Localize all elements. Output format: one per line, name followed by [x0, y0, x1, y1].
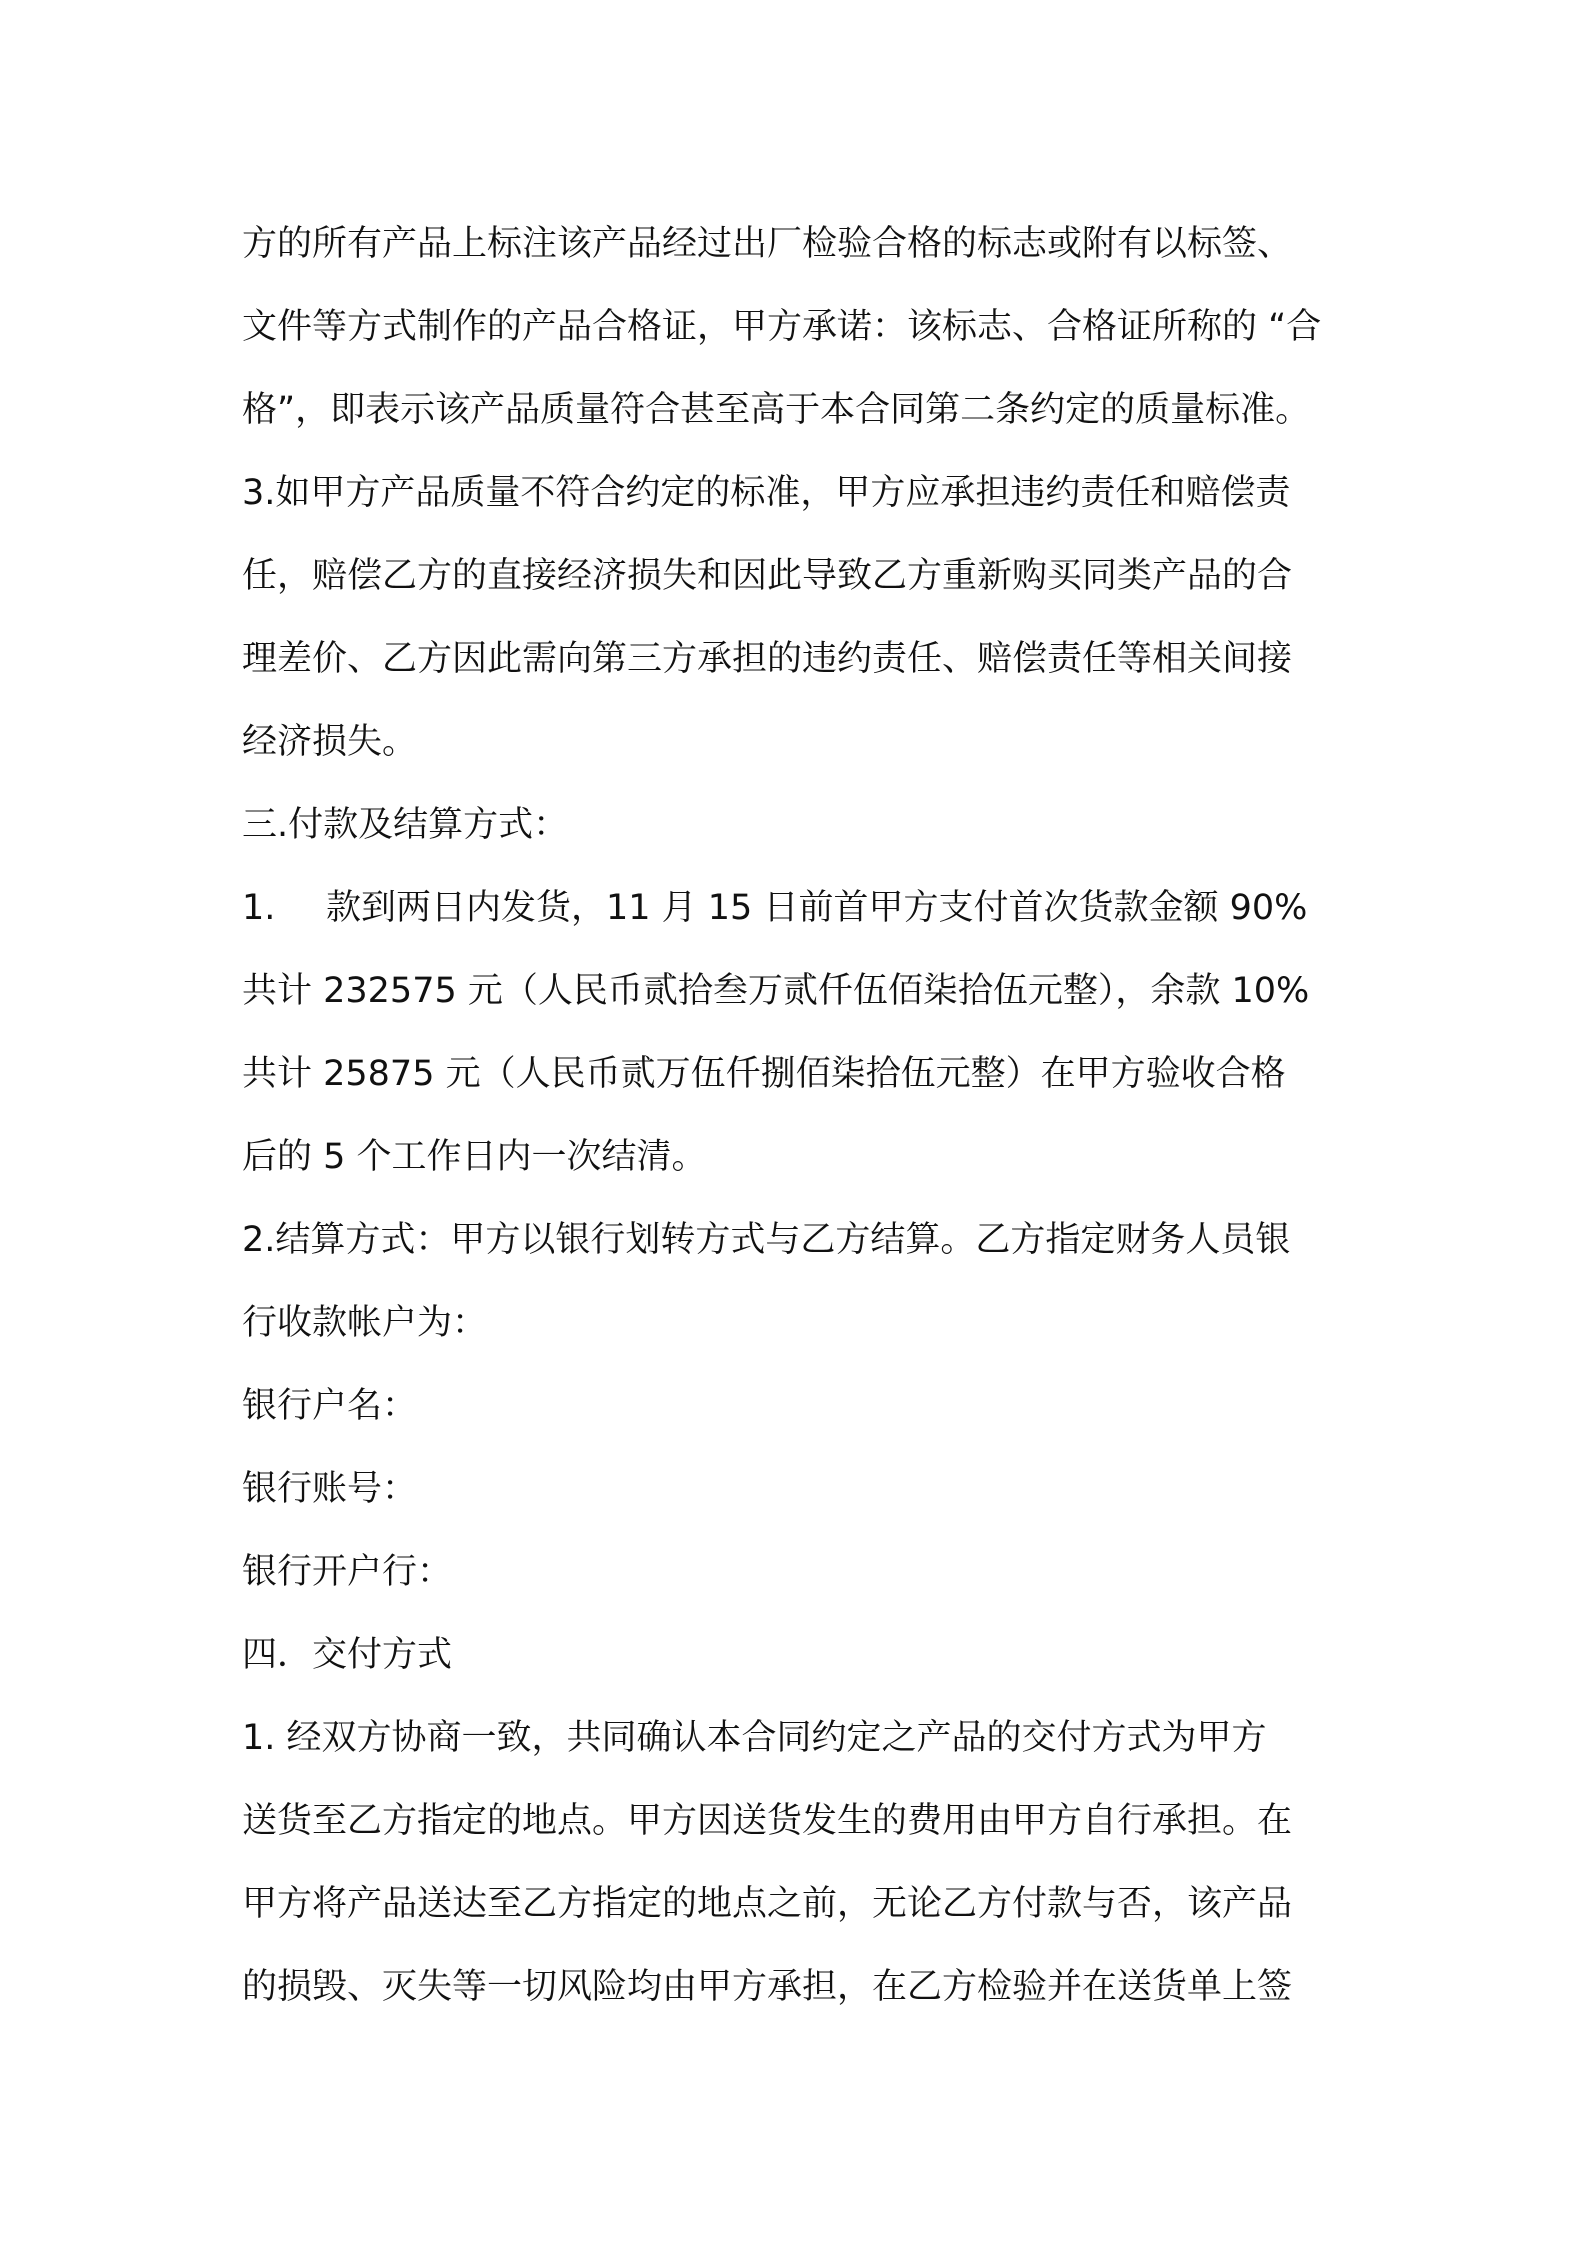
delivery-item-1-line-4: 的损毁、灭失等一切风险均由甲方承担，在乙方检验并在送货单上签 — [242, 1967, 1293, 2007]
payment-item-2-line-2: 行收款帐户为： — [242, 1303, 488, 1343]
payment-item-1-line-3: 共计 25875 元（人民币贰万伍仟捌佰柒拾伍元整）在甲方验收合格 — [242, 1054, 1286, 1094]
payment-item-1-line-1 — [242, 867, 1356, 950]
payment-item-1-text: 款到两日内发货，11 月 15 日前首甲方支付首次货款金额 90% — [326, 888, 1308, 928]
clause-3-line-2: 任，赔偿乙方的直接经济损失和因此导致乙方重新购买同类产品的合 — [242, 556, 1293, 596]
payment-item-2-line-1: 2.结算方式：甲方以银行划转方式与乙方结算。乙方指定财务人员银 — [242, 1220, 1291, 1260]
delivery-item-1-line-1: 1. 经双方协商一致，共同确认本合同约定之产品的交付方式为甲方 — [242, 1718, 1267, 1758]
text-line-2: 文件等方式制作的产品合格证，甲方承诺：该标志、合格证所称的 “合 — [242, 307, 1322, 347]
payment-item-1-line-2: 共计 232575 元（人民币贰拾叁万贰仟伍佰柒拾伍元整），余款 10% — [242, 971, 1310, 1011]
list-number-1: 1. — [242, 888, 276, 928]
clause-3-line-4: 经济损失。 — [242, 722, 418, 762]
text-line-1: 方的所有产品上标注该产品经过出厂检验合格的标志或附有以标签、 — [242, 224, 1293, 264]
clause-3-line-1: 3.如甲方产品质量不符合约定的标准，甲方应承担违约责任和赔偿责 — [242, 473, 1291, 513]
document-body — [242, 203, 1356, 2029]
bank-branch: 银行开户行： — [242, 1552, 453, 1592]
section-heading-delivery: 四．交付方式 — [242, 1635, 453, 1675]
payment-item-1-line-4: 后的 5 个工作日内一次结清。 — [242, 1137, 707, 1177]
clause-3-line-3: 理差价、乙方因此需向第三方承担的违约责任、赔偿责任等相关间接 — [242, 639, 1293, 679]
section-heading-payment: 三.付款及结算方式： — [242, 805, 569, 845]
bank-account-name: 银行户名： — [242, 1386, 418, 1426]
bank-account-number: 银行账号： — [242, 1469, 418, 1509]
text-line-3: 格”，即表示该产品质量符合甚至高于本合同第二条约定的质量标准。 — [242, 390, 1311, 430]
delivery-item-1-line-2: 送货至乙方指定的地点。甲方因送货发生的费用由甲方自行承担。在 — [242, 1801, 1293, 1841]
delivery-item-1-line-3: 甲方将产品送达至乙方指定的地点之前，无论乙方付款与否，该产品 — [242, 1884, 1293, 1924]
